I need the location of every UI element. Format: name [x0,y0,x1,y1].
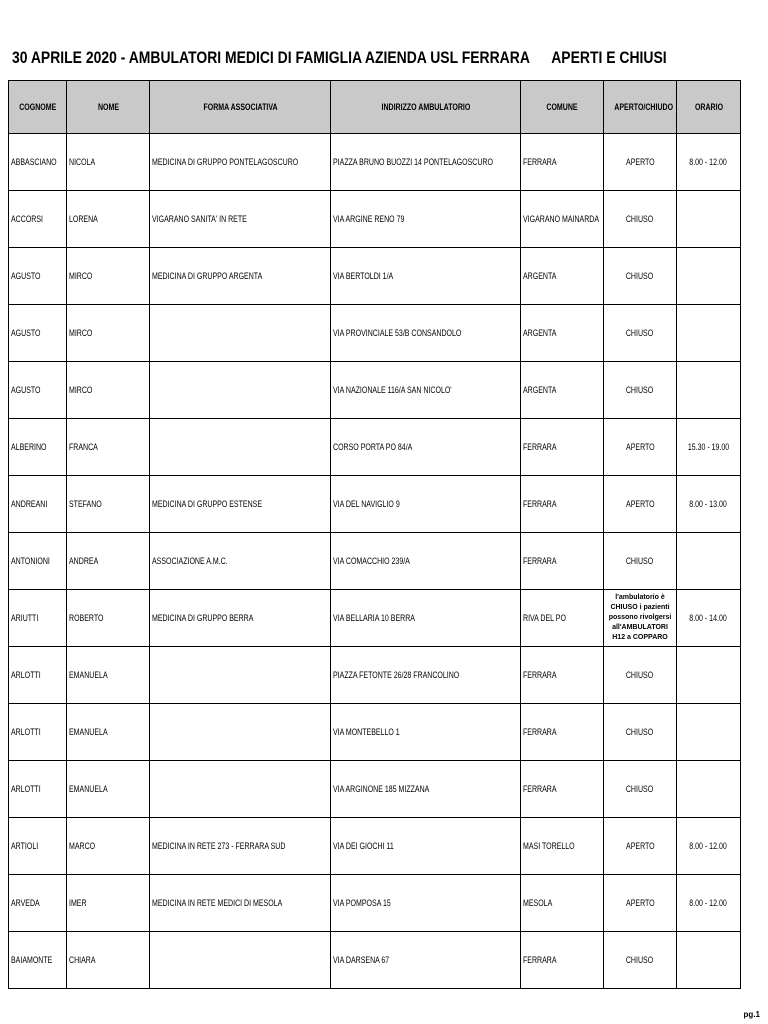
table-row [9,419,741,476]
cell-comune: FERRARA [521,476,604,533]
cell-nome: NICOLA [67,134,150,191]
cell-cognome: ARVEDA [9,875,67,932]
table-row [9,248,741,305]
header-aperto-chiudo: APERTO/CHIUDO [604,81,677,134]
table-row [9,476,741,533]
cell-nome: STEFANO [67,476,150,533]
table-row [9,134,741,191]
cell-stato: CHIUSO [604,932,677,989]
cell-forma: MEDICINA DI GRUPPO ESTENSE [150,476,331,533]
cell-cognome: BAIAMONTE [9,932,67,989]
cell-nome: MARCO [67,818,150,875]
cell-orario: 8.00 - 12.00 [677,134,741,191]
cell-forma [150,761,331,818]
ambulatori-table [8,80,741,989]
table-row [9,875,741,932]
cell-orario [677,647,741,704]
cell-indirizzo: VIA PROVINCIALE 53/B CONSANDOLO [331,305,521,362]
title-suffix: APERTI E CHIUSI [551,48,667,67]
cell-indirizzo: VIA DARSENA 67 [331,932,521,989]
cell-forma [150,647,331,704]
cell-orario [677,704,741,761]
cell-cognome: AGUSTO [9,362,67,419]
cell-cognome: ARTIOLI [9,818,67,875]
cell-stato: APERTO [604,875,677,932]
table-row [9,362,741,419]
cell-forma: MEDICINA DI GRUPPO PONTELAGOSCURO [150,134,331,191]
cell-orario [677,305,741,362]
cell-indirizzo: VIA COMACCHIO 239/A [331,533,521,590]
header-forma-associativa: FORMA ASSOCIATIVA [150,81,331,134]
cell-forma: MEDICINA IN RETE 273 - FERRARA SUD [150,818,331,875]
title-main: 30 APRILE 2020 - AMBULATORI MEDICI DI FAMIGLIA AZIENDA USL FERRARA [12,48,530,67]
cell-stato: CHIUSO [604,647,677,704]
cell-nome: EMANUELA [67,704,150,761]
cell-forma [150,932,331,989]
cell-stato: APERTO [604,134,677,191]
cell-comune: FERRARA [521,134,604,191]
cell-nome: ANDREA [67,533,150,590]
cell-indirizzo: VIA ARGINONE 185 MIZZANA [331,761,521,818]
cell-nome: MIRCO [67,362,150,419]
cell-nome: EMANUELA [67,647,150,704]
cell-stato: CHIUSO [604,191,677,248]
cell-indirizzo: PIAZZA FETONTE 26/28 FRANCOLINO [331,647,521,704]
cell-orario: 15.30 - 19.00 [677,419,741,476]
cell-forma [150,305,331,362]
cell-nome: CHIARA [67,932,150,989]
cell-orario: 8.00 - 12.00 [677,818,741,875]
cell-cognome: ALBERINO [9,419,67,476]
cell-comune: MESOLA [521,875,604,932]
table-row [9,647,741,704]
cell-comune: FERRARA [521,761,604,818]
cell-forma [150,419,331,476]
cell-cognome: AGUSTO [9,305,67,362]
cell-comune: FERRARA [521,419,604,476]
cell-indirizzo: VIA DEL NAVIGLIO 9 [331,476,521,533]
cell-indirizzo: VIA BELLARIA 10 BERRA [331,590,521,647]
table-body [9,134,741,989]
table-row [9,305,741,362]
cell-orario: 8.00 - 14.00 [677,590,741,647]
cell-cognome: ACCORSI [9,191,67,248]
cell-indirizzo: CORSO PORTA PO 84/A [331,419,521,476]
cell-forma: MEDICINA IN RETE MEDICI DI MESOLA [150,875,331,932]
header-comune: COMUNE [521,81,604,134]
cell-orario [677,191,741,248]
table-row [9,590,741,647]
cell-nome: IMER [67,875,150,932]
cell-comune: FERRARA [521,932,604,989]
cell-comune: FERRARA [521,647,604,704]
table-row [9,932,741,989]
cell-cognome: ANTONIONI [9,533,67,590]
cell-comune: RIVA DEL PO [521,590,604,647]
cell-orario: 8.00 - 13.00 [677,476,741,533]
cell-forma: ASSOCIAZIONE A.M.C. [150,533,331,590]
cell-forma: MEDICINA DI GRUPPO ARGENTA [150,248,331,305]
cell-orario [677,761,741,818]
cell-comune: ARGENTA [521,248,604,305]
cell-stato: APERTO [604,818,677,875]
cell-comune: FERRARA [521,533,604,590]
cell-stato: l'ambulatorio è CHIUSO i pazienti possono rivolgersi all'AMBULATORI H12 a COPPARO [604,590,677,647]
table-row [9,761,741,818]
cell-comune: MASI TORELLO [521,818,604,875]
header-orario: ORARIO [677,81,741,134]
cell-indirizzo: VIA NAZIONALE 116/A SAN NICOLO' [331,362,521,419]
cell-comune: VIGARANO MAINARDA [521,191,604,248]
cell-nome: LORENA [67,191,150,248]
cell-stato: CHIUSO [604,305,677,362]
cell-cognome: ARIUTTI [9,590,67,647]
cell-forma: MEDICINA DI GRUPPO BERRA [150,590,331,647]
cell-stato: CHIUSO [604,761,677,818]
header-cognome: COGNOME [9,81,67,134]
cell-cognome: AGUSTO [9,248,67,305]
cell-nome: MIRCO [67,305,150,362]
cell-forma [150,362,331,419]
cell-stato: CHIUSO [604,362,677,419]
table-header [9,81,741,134]
cell-indirizzo: VIA ARGINE RENO 79 [331,191,521,248]
cell-forma: VIGARANO SANITA' IN RETE [150,191,331,248]
header-nome: NOME [67,81,150,134]
cell-orario [677,932,741,989]
cell-stato: CHIUSO [604,704,677,761]
cell-indirizzo: VIA POMPOSA 15 [331,875,521,932]
page-number: pg.1 [743,1010,760,1019]
header-indirizzo: INDIRIZZO AMBULATORIO [331,81,521,134]
cell-indirizzo: PIAZZA BRUNO BUOZZI 14 PONTELAGOSCURO [331,134,521,191]
table-row [9,191,741,248]
table-row [9,533,741,590]
table-row [9,704,741,761]
table-row [9,818,741,875]
cell-cognome: ARLOTTI [9,647,67,704]
cell-cognome: ARLOTTI [9,704,67,761]
cell-orario [677,533,741,590]
cell-cognome: ARLOTTI [9,761,67,818]
cell-cognome: ANDREANI [9,476,67,533]
cell-stato: APERTO [604,419,677,476]
cell-nome: EMANUELA [67,761,150,818]
cell-stato: CHIUSO [604,248,677,305]
cell-indirizzo: VIA MONTEBELLO 1 [331,704,521,761]
cell-comune: ARGENTA [521,305,604,362]
cell-cognome: ABBASCIANO [9,134,67,191]
cell-indirizzo: VIA DEI GIOCHI 11 [331,818,521,875]
page-title [12,48,667,76]
cell-nome: FRANCA [67,419,150,476]
cell-indirizzo: VIA BERTOLDI 1/A [331,248,521,305]
cell-comune: FERRARA [521,704,604,761]
cell-nome: ROBERTO [67,590,150,647]
cell-comune: ARGENTA [521,362,604,419]
cell-stato: CHIUSO [604,533,677,590]
cell-orario [677,248,741,305]
cell-stato: APERTO [604,476,677,533]
cell-nome: MIRCO [67,248,150,305]
cell-orario: 8.00 - 12.00 [677,875,741,932]
cell-orario [677,362,741,419]
cell-forma [150,704,331,761]
